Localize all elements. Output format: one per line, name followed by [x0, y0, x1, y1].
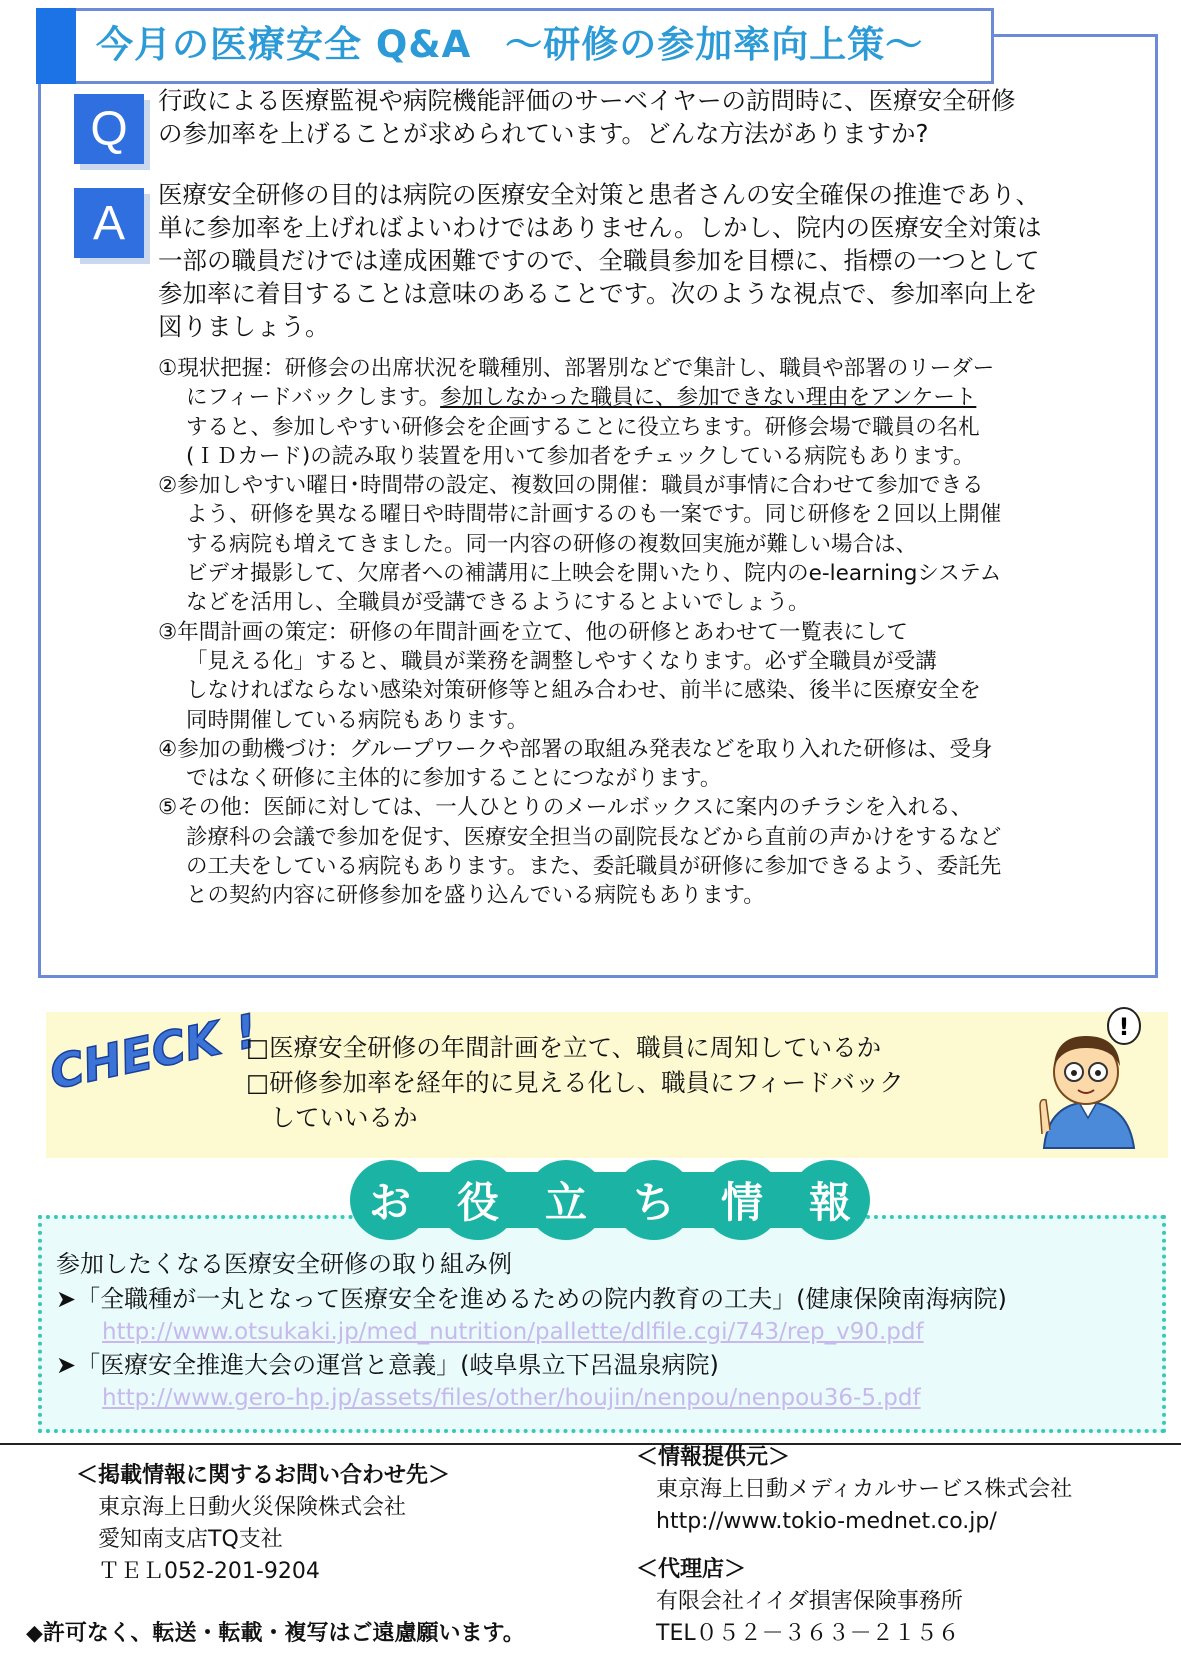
measure-item-line: ①現状把握：研修会の出席状況を職種別、部署別などで集計し、職員や部署のリーダー — [158, 356, 995, 381]
answer-line: 単に参加率を上げればよいわけではありません。しかし、院内の医療安全対策は — [158, 213, 1042, 242]
measure-item-1 — [158, 354, 1001, 471]
measure-item-line — [158, 383, 1001, 412]
info-header-char: お — [350, 1160, 430, 1240]
answer-badge: A — [74, 188, 144, 258]
checklist — [246, 1030, 904, 1135]
measure-item-line: ⑤その他：医師に対しては、一人ひとりのメールボックスに案内のチラシを入れる、 — [158, 795, 973, 821]
measure-item-line: ビデオ撮影して、欠席者への補講用に上映会を開いたり、院内のe-learningシステム — [186, 561, 1002, 587]
answer-line: 参加率に着目することは意味のあることです。次のような視点で、参加率向上を — [158, 279, 1038, 308]
check-logo-text: CHECK ! — [45, 1003, 262, 1100]
page-title — [96, 14, 923, 76]
measure-item-line: 同時開催している病院もあります。 — [186, 707, 529, 733]
answer-line: 図りましょう。 — [158, 312, 330, 341]
contact-heading: ＜掲載情報に関するお問い合わせ先＞ — [76, 1463, 451, 1488]
info-header-char: 情 — [702, 1160, 782, 1240]
measure-item-line: ②参加しやすい曜日･時間帯の設定、複数回の開催：職員が事情に合わせて参加できる — [158, 473, 984, 499]
provider-url[interactable]: http://www.tokio-mednet.co.jp/ — [656, 1509, 997, 1534]
measure-item-line: などを活用し、全職員が受講できるようにするとよいでしょう。 — [186, 590, 810, 616]
info-header-char: 役 — [438, 1160, 518, 1240]
info-header-char: 報 — [790, 1160, 870, 1240]
answer-line: 一部の職員だけでは達成困難ですので、全職員参加を目標に、指標の一つとして — [158, 246, 1040, 275]
measure-item-2 — [158, 471, 1001, 617]
measure-item-line: の工夫をしている病院もあります。また、委託職員が研修に参加できるよう、委託先 — [186, 854, 1002, 880]
info-header-char: ち — [614, 1160, 694, 1240]
copyright-notice: ◆許可なく、転送・転載・複写はご遠慮願います。 — [26, 1621, 525, 1646]
info-item-title: ➤「全職種が一丸となって医療安全を進めるための院内教育の工夫」(健康保険南海病院) — [56, 1285, 1007, 1313]
measure-item-line: よう、研修を異なる曜日や時間帯に計画するのも一案です。同じ研修を２回以上開催 — [186, 502, 1002, 528]
measure-item-line: (ＩＤカード)の読み取り装置を用いて参加者をチェックしている病院もあります。 — [186, 443, 975, 469]
contact-line: 東京海上日動火災保険株式会社 — [98, 1495, 407, 1520]
info-heading: 参加したくなる医療安全研修の取り組み例 — [56, 1250, 512, 1278]
contact-line: ＴＥＬ052-201-9204 — [98, 1559, 320, 1584]
agent-line: 有限会社イイダ損害保険事務所 — [656, 1589, 963, 1614]
measure-item-line: ④参加の動機づけ：グループワークや部署の取組み発表などを取り入れた研修は、受身 — [158, 736, 993, 762]
agent-line: TEL０５２－３６３－２１５６ — [656, 1621, 960, 1646]
title-accent-bar — [36, 8, 76, 84]
measure-item-line: 「見える化」すると、職員が業務を調整しやすくなります。必ず全職員が受講 — [186, 648, 937, 674]
svg-text:!: ! — [1118, 1013, 1130, 1041]
measure-item-line: しなければならない感染対策研修等と組み合わせ、前半に感染、後半に医療安全を — [186, 678, 981, 704]
checklist-item: □研修参加率を経年的に見える化し、職員にフィードバック — [246, 1068, 904, 1097]
measure-item-line: する病院も増えてきました。同一内容の研修の複数回実施が難しい場合は、 — [186, 531, 918, 557]
underlined-text: 参加しなかった職員に、参加できない理由をアンケート — [440, 385, 977, 411]
measure-item-line: との契約内容に研修参加を盛り込んでいる病院もあります。 — [186, 883, 765, 909]
measure-item-line: ③年間計画の策定：研修の年間計画を立て、他の研修とあわせて一覧表にして — [158, 619, 908, 645]
info-item-link[interactable]: http://www.otsukaki.jp/med_nutrition/pallette/dlfile.cgi/743/rep_v90.pdf — [102, 1319, 924, 1345]
agent-block — [636, 1554, 963, 1650]
info-header-char: 立 — [526, 1160, 606, 1240]
question-text — [158, 84, 1016, 150]
measure-item-4 — [158, 735, 1001, 794]
title-sub: ～研修の参加率向上策～ — [505, 23, 924, 66]
measure-item-line: ではなく研修に主体的に参加することにつながります。 — [186, 766, 722, 792]
answer-text — [158, 178, 1041, 343]
measure-item-text: にフィードバックします。 — [186, 385, 441, 411]
info-item-link[interactable]: http://www.gero-hp.jp/assets/files/other/houjin/nenpou/nenpou36-5.pdf — [102, 1385, 921, 1411]
mascot-illustration — [1026, 1006, 1150, 1150]
measure-item-3 — [158, 618, 1001, 735]
agent-heading: ＜代理店＞ — [636, 1557, 747, 1582]
title-main: 今月の医療安全 Q&A — [96, 23, 472, 66]
checklist-item: □医療安全研修の年間計画を立て、職員に周知しているか — [246, 1033, 882, 1062]
info-content — [56, 1246, 1007, 1414]
info-item-title: ➤「医療安全推進大会の運営と意義」(岐阜県立下呂温泉病院) — [56, 1351, 719, 1379]
checklist-item: していいるか — [246, 1103, 418, 1132]
provider-line: 東京海上日動メディカルサービス株式会社 — [656, 1477, 1073, 1502]
contact-line: 愛知南支店TQ支社 — [98, 1527, 283, 1552]
check-logo — [42, 992, 262, 1100]
measure-item-line: 診療科の会議で参加を促す、医療安全担当の副院長などから直前の声かけをするなど — [186, 824, 1002, 850]
question-line: 行政による医療監視や病院機能評価のサーベイヤーの訪問時に、医療安全研修 — [158, 86, 1016, 115]
question-badge: Q — [74, 94, 144, 164]
contact-block — [76, 1460, 450, 1588]
measure-list — [158, 354, 1001, 911]
info-header — [350, 1160, 870, 1246]
answer-line: 医療安全研修の目的は病院の医療安全対策と患者さんの安全確保の推進であり、 — [158, 180, 1040, 209]
provider-heading: ＜情報提供元＞ — [636, 1445, 791, 1470]
measure-item-line: すると、参加しやすい研修会を企画することに役立ちます。研修会場で職員の名札 — [186, 414, 980, 440]
provider-block — [636, 1442, 1072, 1538]
question-line: の参加率を上げることが求められています。どんな方法がありますか? — [158, 119, 929, 148]
measure-item-5 — [158, 793, 1001, 910]
